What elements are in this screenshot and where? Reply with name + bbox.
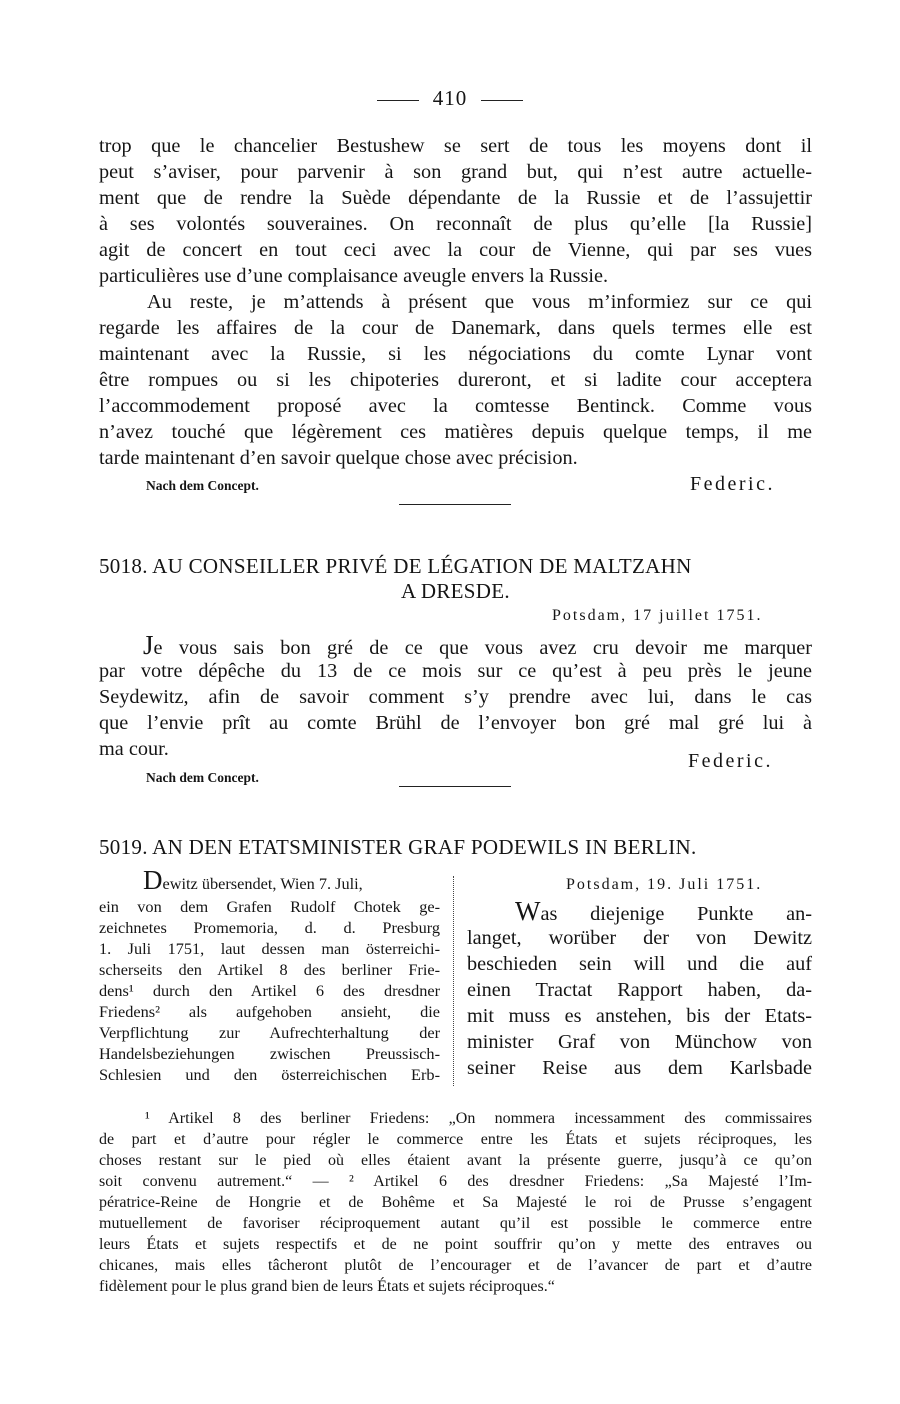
footnote-line: mutuellement de favoriser réciproquement autant qu’il est possible le commerce entre: [99, 1215, 812, 1232]
text-line: seiner Reise aus dem Karlsbade: [467, 1057, 812, 1079]
summary-line: zeichnetes Promemoria, d. d. Presburg: [99, 918, 440, 937]
text-line: Seydewitz, afin de savoir comment s’y prendre avec lui, dans le cas: [99, 686, 812, 708]
summary-line: [99, 865, 440, 895]
text-line: maintenant avec la Russie, si les négociations du comte Lynar vont: [99, 343, 812, 365]
column-divider: [453, 876, 454, 1086]
text-line: particulières use d’une complaisance aveugle envers la Russie.: [99, 265, 609, 287]
text-line: ma cour.: [99, 738, 169, 760]
summary-line: ein von dem Grafen Rudolf Chotek ge-: [99, 897, 440, 916]
text-line: minister Graf von Münchow von: [467, 1031, 812, 1053]
text-run: ewitz übersendet, Wien 7. Juli,: [162, 874, 363, 893]
drop-cap: W: [515, 896, 541, 926]
drop-cap: J: [143, 630, 154, 660]
section-divider: [399, 504, 511, 505]
letter-heading: 5019. AN DEN ETATSMINISTER GRAF PODEWILS IN BERLIN.: [99, 835, 697, 859]
summary-line: Schlesien und den österreichischen Erb-: [99, 1065, 440, 1084]
text-line: regarde les affaires de la cour de Danemark, dans quels termes elle est: [99, 317, 812, 339]
footnote-line: choses restant sur le pied où elles étaient avant la présente guerre, jusqu’à ce qu’on: [99, 1152, 812, 1169]
dateline: Potsdam, 17 juillet 1751.: [552, 607, 763, 624]
text-line: à ses volontés souveraines. On reconnaît de plus qu’elle [la Russie]: [99, 213, 812, 235]
footnote-line: chicanes, mais elles tâcheront plutôt de l’encourager et de l’avancer de part et d’autre: [99, 1257, 812, 1274]
page-header: [0, 86, 900, 111]
source-note: Nach dem Concept.: [146, 478, 259, 493]
letter-heading: 5018. AU CONSEILLER PRIVÉ DE LÉGATION DE MALTZAHN: [99, 554, 692, 578]
footnote-line: pératrice-Reine de Hongrie et de Bohême et Sa Majesté le roi de Prusse s’engagent: [99, 1194, 812, 1211]
text-line: tarde maintenant d’en savoir quelque chose avec précision.: [99, 447, 578, 469]
text-line: Au reste, je m’attends à présent que vous m’informiez sur ce qui: [147, 291, 812, 313]
summary-line: Friedens² als aufgehoben ansieht, die: [99, 1002, 440, 1021]
header-dash-right: [481, 100, 523, 101]
text-run: as diejenige Punkte an-: [540, 903, 812, 925]
text-line: einen Tractat Rapport haben, da-: [467, 979, 812, 1001]
section-divider: [399, 786, 511, 787]
text-line: que l’envie prît au comte Brühl de l’envoyer bon gré mal gré lui à: [99, 712, 812, 734]
text-line: beschieden sein will und die auf: [467, 953, 812, 975]
text-line: par votre dépêche du 13 de ce mois sur ce qu’est à peu près le jeune: [99, 660, 812, 682]
signature: Federic.: [688, 750, 773, 772]
page-number: 410: [432, 86, 468, 110]
footnote-line: ¹ Artikel 8 des berliner Friedens: „On nommera incessamment des commissaires: [145, 1110, 812, 1127]
drop-cap: D: [143, 865, 163, 895]
text-line: être rompues ou si les chipoteries dureront, et si ladite cour acceptera: [99, 369, 812, 391]
text-line: ment que de rendre la Suède dépendante de la Russie et de l’assujettir: [99, 187, 812, 209]
summary-line: Handelsbeziehungen zwischen Preussisch-: [99, 1044, 440, 1063]
header-dash-left: [377, 100, 419, 101]
footnote-line: leurs États et sujets respectifs et de ne point souffrir qu’on y mette des entraves ou: [99, 1236, 812, 1253]
text-line: l’accommodement proposé avec la comtesse Bentinck. Comme vous: [99, 395, 812, 417]
footnote-line: fidèlement pour le plus grand bien de leurs États et sujets réciproques.“: [99, 1278, 555, 1295]
text-line: agit de concert en tout ceci avec la cour de Vienne, qui par ses vues: [99, 239, 812, 261]
text-run: e vous sais bon gré de ce que vous avez cru devoir me marquer: [153, 637, 812, 659]
summary-line: dens¹ durch den Artikel 6 des dresdner: [99, 981, 440, 1000]
footnote-line: de part et d’autre pour régler le commerce entre les États et sujets réciproques, les: [99, 1131, 812, 1148]
text-line: n’avez touché que légèrement ces matières depuis quelque temps, il me: [99, 421, 812, 443]
text-line: [467, 898, 812, 927]
text-line: trop que le chancelier Bestushew se sert de tous les moyens dont il: [99, 135, 812, 157]
text-line: [99, 632, 812, 661]
source-note: Nach dem Concept.: [146, 770, 259, 785]
letter-heading-recipient: A DRESDE.: [401, 579, 510, 603]
text-line: mit muss es anstehen, bis der Etats-: [467, 1005, 812, 1027]
dateline: Potsdam, 19. Juli 1751.: [566, 876, 763, 893]
footnote-line: soit convenu autrement.“ — ² Artikel 6 des dresdner Friedens: „Sa Majesté l’Im-: [99, 1173, 812, 1190]
summary-line: scherseits den Artikel 8 des berliner Frie-: [99, 960, 440, 979]
summary-line: 1. Juli 1751, laut dessen man österreichi-: [99, 939, 440, 958]
text-line: langet, worüber der von Dewitz: [467, 927, 812, 949]
signature: Federic.: [690, 473, 775, 495]
text-line: peut s’aviser, pour parvenir à son grand but, qui n’est autre actuelle-: [99, 161, 812, 183]
summary-line: Verpflichtung zur Aufrechterhaltung der: [99, 1023, 440, 1042]
